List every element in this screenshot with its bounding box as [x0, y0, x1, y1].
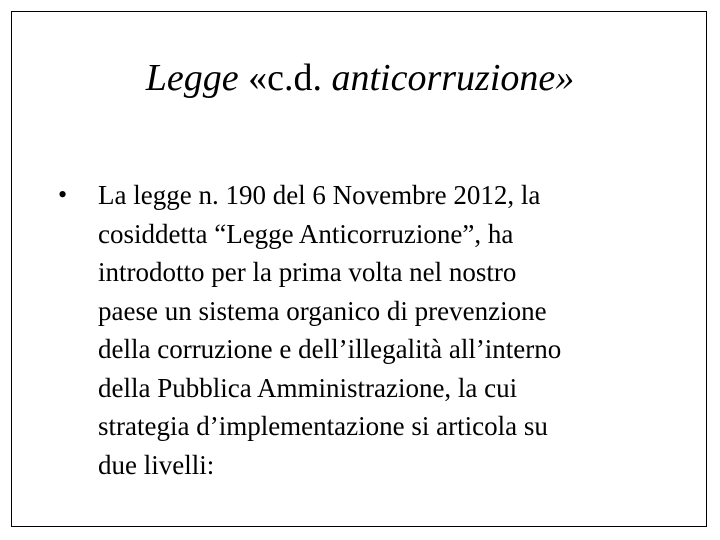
slide-frame [11, 11, 707, 527]
bullet-text [98, 176, 658, 484]
bullet-line: strategia d’implementazione si articola su [98, 411, 548, 441]
bullet-line: due livelli: [98, 449, 215, 480]
bullet-line: introdotto per la prima volta nel nostro [98, 257, 517, 287]
title-part-anticorruzione: anticorruzione» [331, 57, 575, 99]
bullet-line: La legge n. 190 del 6 Novembre 2012, la [98, 180, 541, 210]
bullet-item [58, 176, 678, 484]
bullet-marker: • [58, 180, 68, 209]
bullet-line: cosiddetta “Legge Anticorruzione”, ha [98, 218, 514, 249]
bullet-line: paese un sistema organico di prevenzione [98, 295, 547, 326]
slide-title [12, 54, 708, 102]
title-part-cd: «c.d. [248, 57, 332, 99]
title-part-legge: Legge [145, 57, 249, 99]
bullet-line: della corruzione e dell’illegalità all’interno [98, 334, 562, 364]
bullet-line: della Pubblica Amministrazione, la cui [98, 372, 518, 403]
